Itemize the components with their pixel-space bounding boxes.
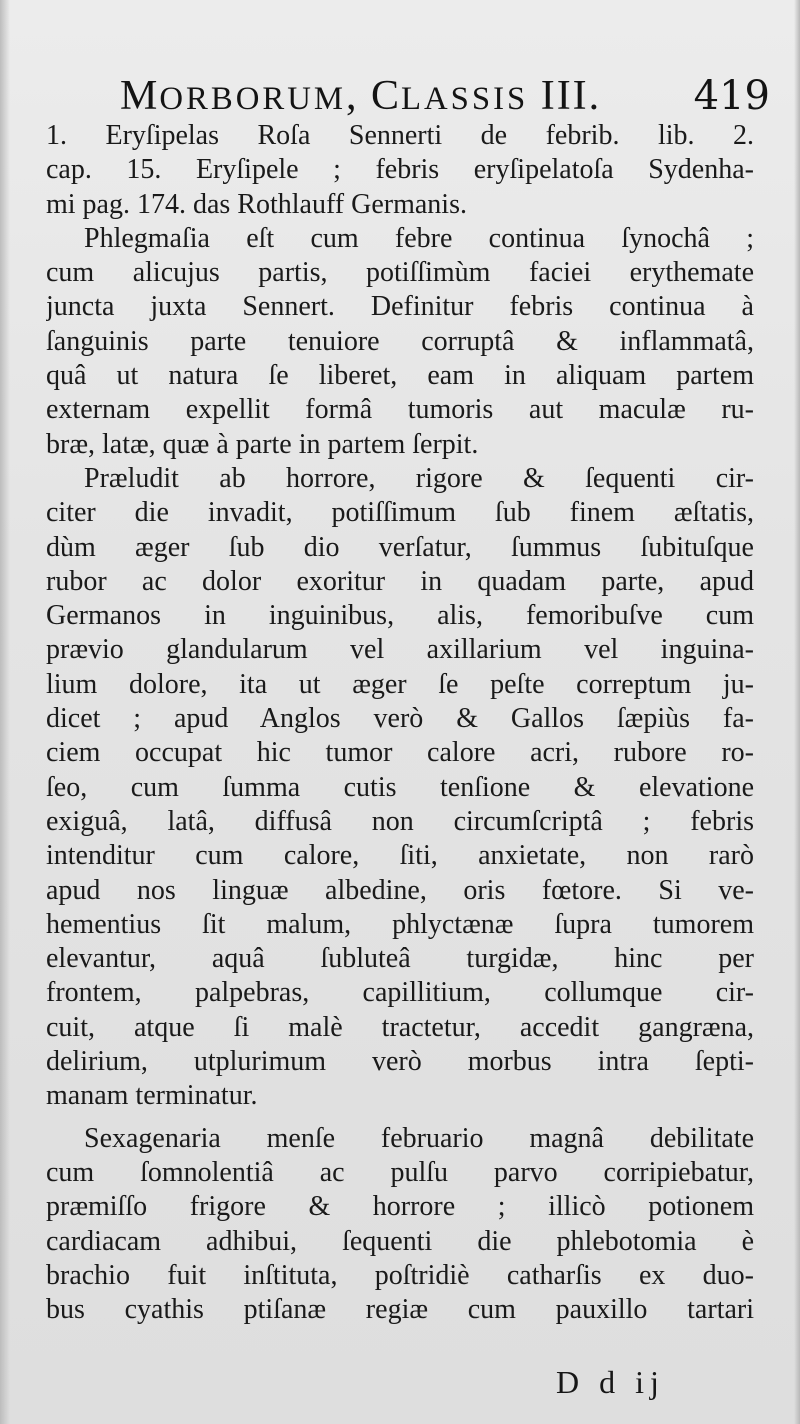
running-title-part: III.	[528, 73, 602, 119]
text-line: hementius ſit malum, phlyctænæ ſupra tumorem	[46, 908, 754, 940]
running-title-part: M	[120, 73, 160, 119]
text-line: ſanguinis parte tenuiore corruptâ & inflammatâ,	[46, 325, 754, 357]
body-text	[46, 119, 754, 1327]
running-title-part: LASSIS	[400, 81, 529, 117]
text-line: præmiſſo frigore & horrore ; illicò potionem	[46, 1191, 754, 1223]
text-line: Sexagenaria menſe februario magnâ debilitate	[84, 1122, 754, 1154]
text-line: citer die invadit, potiſſimum ſub finem æſtatis,	[46, 497, 754, 529]
running-header	[120, 74, 770, 118]
text-line: cuit, atque ſi malè tractetur, accedit gangræna,	[46, 1011, 754, 1043]
signature-mark: D d ij	[556, 1364, 665, 1400]
text-line: exiguâ, latâ, diffusâ non circumſcriptâ ; febris	[46, 805, 754, 837]
text-line: manam terminatur.	[46, 1080, 258, 1112]
text-line: externam expellit formâ tumoris aut maculæ ru-	[46, 394, 754, 426]
page-number: 419	[693, 73, 770, 119]
text-line: intenditur cum calore, ſiti, anxietate, non rarò	[46, 840, 754, 872]
text-line: quâ ut natura ſe liberet, eam in aliquam partem	[46, 360, 754, 392]
paragraph-gap	[46, 1114, 754, 1122]
text-line: juncta juxta Sennert. Definitur febris continua à	[46, 291, 754, 323]
text-line: apud nos linguæ albedine, oris fœtore. Si ve-	[46, 874, 754, 906]
text-line: ciem occupat hic tumor calore acri, rubore ro-	[46, 737, 754, 769]
text-line: 1. Eryſipelas Roſa Sennerti de febrib. lib. 2.	[46, 120, 754, 151]
text-line: elevantur, aquâ ſubluteâ turgidæ, hinc per	[46, 943, 754, 975]
text-line: cardiacam adhibui, ſequenti die phlebotomia è	[46, 1225, 754, 1257]
text-line: prævio glandularum vel axillarium vel inguina-	[46, 634, 754, 666]
running-title-part: , C	[345, 73, 401, 119]
text-line: brachio fuit inſtituta, poſtridiè catharſis ex duo-	[46, 1259, 754, 1291]
text-line: cum alicujus partis, potiſſimùm faciei erythemate	[46, 257, 754, 289]
page-edge-shadow	[794, 0, 800, 1424]
text-line: ſeo, cum ſumma cutis tenſione & elevatione	[46, 771, 754, 803]
text-line: rubor ac dolor exoritur in quadam parte, apud	[46, 565, 754, 597]
text-line: bræ, latæ, quæ à parte in partem ſerpit.	[46, 428, 479, 460]
text-line: Præludit ab horrore, rigore & ſequenti cir-	[84, 462, 754, 494]
text-line: dùm æger ſub dio verſatur, ſummus ſubituſque	[46, 531, 754, 563]
text-line: mi pag. 174. das Rothlauff Germanis.	[46, 188, 467, 220]
running-title	[120, 74, 601, 121]
text-line: dicet ; apud Anglos verò & Gallos ſæpiùs fa-	[46, 703, 754, 735]
text-line: lium dolore, ita ut æger ſe peſte correptum ju-	[46, 668, 754, 700]
text-line: bus cyathis ptiſanæ regiæ cum pauxillo tartari	[46, 1294, 754, 1326]
running-title-part: ORBORUM	[159, 81, 346, 117]
text-line: cum ſomnolentiâ ac pulſu parvo corripiebatur,	[46, 1156, 754, 1188]
text-line: cap. 15. Eryſipele ; febris eryſipelatoſa Sydenha-	[46, 154, 754, 186]
text-line: delirium, utplurimum verò morbus intra ſepti-	[46, 1046, 754, 1078]
text-line: Germanos in inguinibus, alis, femoribuſve cum	[46, 600, 754, 632]
page-gutter-shadow	[0, 0, 10, 1424]
text-line: frontem, palpebras, capillitium, collumque cir-	[46, 977, 754, 1009]
text-line: Phlegmaſia eſt cum febre continua ſynochâ ;	[84, 222, 754, 254]
